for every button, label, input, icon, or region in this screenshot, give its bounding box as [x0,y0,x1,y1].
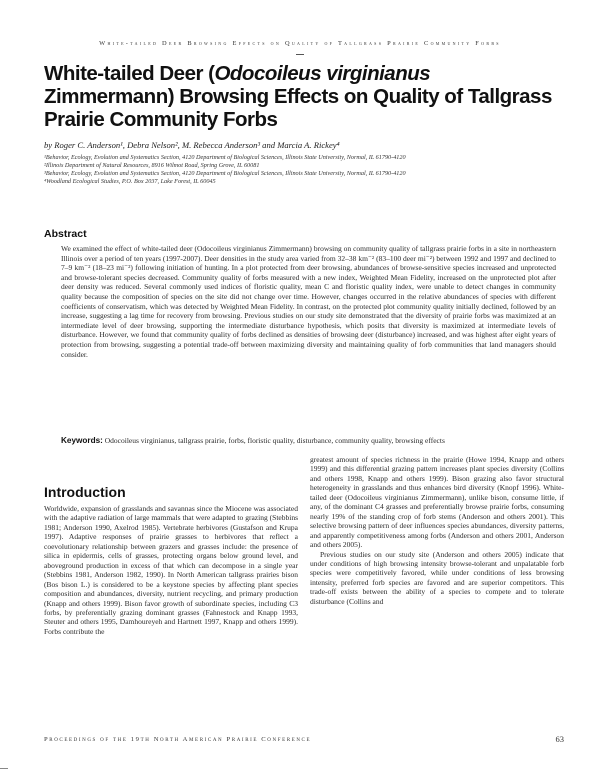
left-column [44,504,298,636]
affiliation-4: ⁴Woodland Ecological Studies, P.O. Box 2037, Lake Forest, IL 60045 [44,178,216,186]
keywords-text: Odocoileus virginianus, tallgrass prairie, forbs, floristic quality, disturbance, community quality, browsing effects [102,436,445,445]
intro-paragraph-right-1: greatest amount of species richness in the prairie (Howe 1994, Knapp and others 1999) and this differential grazing pattern increases plant species diversity (Collins and others 1998, Knapp and others 1999). Bison grazing also favor structural heterogeneity in grasslands and thus enhances bird diversity (Knopf 1996). White-tailed deer (Odocoileus virginianus Zimmermann), unlike bison, consume little, if any, of the dominant C4 grasses and preferentially browse prairie forbs, consuming nearly 19% of the standing crop of forb stems (Anderson and others 2001). This selective browsing pattern of deer influences species abundances, diversity patterns, and apparently competitiveness among forbs (Anderson and others 2001, Anderson and others 2005). [310,455,564,550]
affiliation-2: ²Illinois Department of Natural Resources, 8916 Wilmot Road, Spring Grove, IL 60081 [44,162,260,170]
footer-proceedings: Proceedings of the 19th North American Prairie Conference [44,736,312,743]
page-footer [44,736,564,743]
title-species: Odocoileus virginianus [214,62,431,85]
abstract-text: We examined the effect of white-tailed deer (Odocoileus virginianus Zimmermann) browsing on community quality of tallgrass prairie forbs in a site in northeastern Illinois over a period of ten years (1997-2007). Deer densities in the study area varied from 32–38 km⁻² (83–100 deer mi⁻²) between 1992 and 1997 and declined to 7–9 km⁻² (18–23 mi⁻²) following initiation of hunting. In a plot protected from deer browsing, abundances of browse-sensitive species increased and unprotected and browse-tolerant species decreased. Community quality of forbs measured with a new index, Weighted Mean Fidelity, increased on the unprotected plot after deer density was reduced. Several commonly used indices of floristic quality, mean C and floristic quality index, were unable to detect changes in community quality because the composition of species on the site did not change over time. However, changes occurred in the relative abundances of species with different coefficients of conservatism, which was detected by Weighted Mean Fidelity. In contrast, on the protected plot community quality initially declined, followed by an increase, suggesting a lag time for recovery from browsing. Previous studies on our study site demonstrated that the diversity of prairie forbs was maximized at an intermediate level of deer browsing, supporting the intermediate disturbance hypothesis, which posits that diversity is maximized at intermediate levels of disturbance. However, we found that community quality of forbs declined as densities of browsing deer (disturbance) increased, and was highest after eight years of protection from browsing, suggesting a potential trade-off between maximizing diversity and maintaining quality of forb communities that land managers should consider. [61,244,556,359]
bottom-crop-mark [0,768,8,769]
page-number: 63 [555,734,564,744]
intro-paragraph-left: Worldwide, expansion of grasslands and savannas since the Miocene was associated with the adaptive radiation of large mammals that were adapted to grazing (Stebbins 1981; Anderson 1990, Axelrod 1985). Vertebrate herbivores (Gustafson and Krupa 1997). Adaptive responses of prairie grasses to herbivores that reflect a coevolutionary relationship between grazers and grasses include: the presence of silica in epidermis, cells of grasses, protecting organs below ground level, and aboveground production in excess of that which can decompose in a single year (Stebbins 1981, Anderson 1982, 1990). In North American tallgrass prairies bison (Bos bison L.) is considered to be a keystone species by affecting plant species composition and abundances, diversity, nutrient recycling, and primary production (Knapp and others 1999). Bison favor growth of subordinate species, including C3 forbs, by preferentially grazing dominant grasses (Fahnestock and Knapp 1993, Steuter and others 1995, Damhoureyeh and Hartnett 1997, Knapp and others 1999). Forbs contribute the [44,504,298,636]
keywords [61,436,556,446]
title-part-1: White-tailed Deer ( [44,62,215,85]
paper-title [44,62,564,131]
introduction-heading: Introduction [44,484,126,500]
right-column [310,455,564,606]
affiliation-1: ¹Behavior, Ecology, Evolution and Systematics Section, 4120 Department of Biological Sciences, Illinois State University, Normal, IL 61790-4120 [44,154,406,161]
affiliations [44,154,564,186]
running-head: White-tailed Deer Browsing Effects on Quality of Tallgrass Prairie Community Forbs [99,40,501,47]
running-head-rule [296,54,304,55]
title-part-2: Zimmermann) Browsing Effects on Quality of Tallgrass Prairie Community Forbs [44,85,552,131]
affiliation-3: ³Behavior, Ecology, Evolution and Systematics Section, 4120 Department of Biological Sciences, Illinois State University, Normal, IL 61790-4120 [44,170,406,178]
byline: by Roger C. Anderson¹, Debra Nelson², M. Rebecca Anderson³ and Marcia A. Rickey⁴ [44,140,340,150]
keywords-label: Keywords: [61,436,103,445]
intro-paragraph-right-2: Previous studies on our study site (Anderson and others 2005) indicate that under conditions of high browsing intensity browse-tolerant and unpalatable forb species were competitively favored, while under conditions of less browsing intensity, preferred forb species are favored and are superior competitors. This trade-off exists between the ability of a species to compete and to tolerate disturbance (Collins and [310,549,564,606]
abstract-heading: Abstract [44,228,87,240]
